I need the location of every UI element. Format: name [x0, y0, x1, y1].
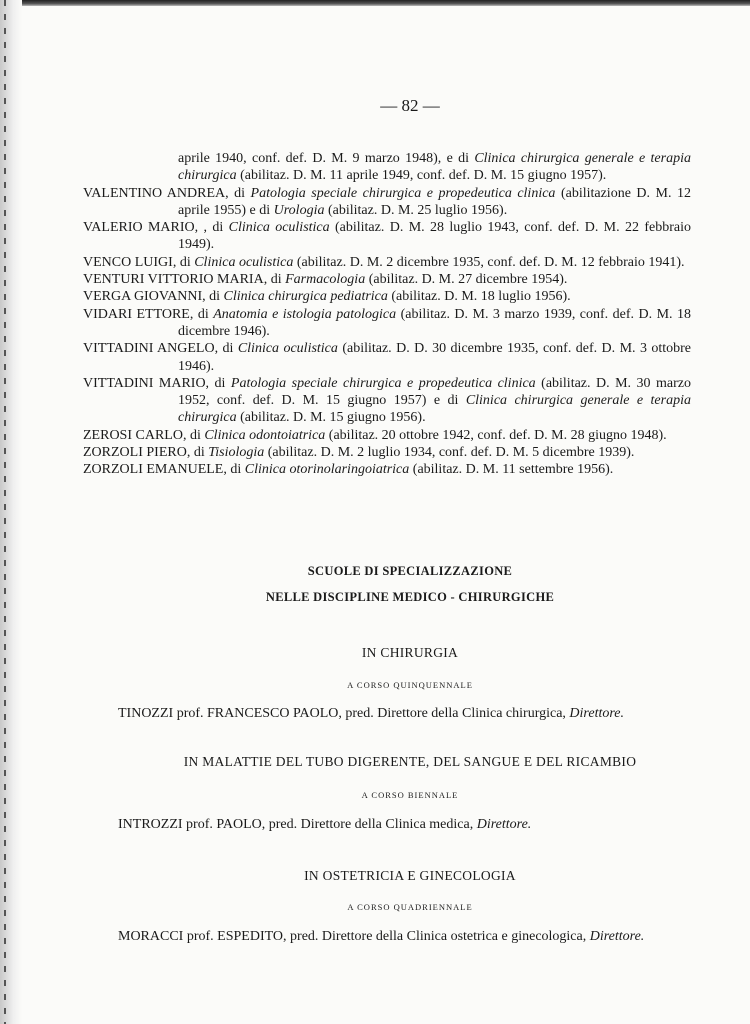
discipline-name: Urologia	[273, 202, 325, 218]
entry-text: (abilitaz. D. M. 2 luglio 1934, conf. def. D. M. 5 dicembre 1939).	[264, 445, 635, 461]
faculty-entry	[83, 150, 691, 185]
discipline-name: Clinica odontoiatrica	[204, 427, 326, 443]
entry-text: ZORZOLI PIERO, di	[83, 445, 209, 461]
discipline-name: Patologia speciale chirurgica e propedeutica clinica	[250, 185, 556, 201]
school-duration: A CORSO QUADRIENNALE	[347, 902, 473, 912]
director-role: Direttore.	[569, 706, 624, 721]
entry-text: (abilitaz. D. M. 11 aprile 1949, conf. def. D. M. 15 giugno 1957).	[236, 168, 607, 184]
discipline-name: Clinica chirurgica pediatrica	[223, 289, 388, 305]
school-director	[118, 929, 718, 945]
faculty-entry	[83, 288, 691, 305]
discipline-name: Anatomia e istologia patologica	[213, 306, 397, 322]
entry-text: (abilitaz. D. D. 30 dicembre 1935, conf. def. D. M. 3 ottobre 1946).	[178, 341, 692, 374]
discipline-name: Clinica oculistica	[237, 341, 338, 357]
faculty-list	[83, 150, 691, 479]
faculty-entry	[83, 444, 691, 461]
faculty-entry	[83, 185, 691, 220]
entry-text: (abilitaz. D. M. 3 marzo 1939, conf. def. D. M. 18 dicembre 1946).	[178, 306, 691, 339]
entry-text: VITTADINI MARIO, di	[83, 375, 231, 391]
discipline-name: Clinica otorinolaringoiatrica	[244, 462, 410, 478]
entry-text: (abilitaz. 20 ottobre 1942, conf. def. D. M. 28 giugno 1948).	[325, 427, 667, 443]
entry-text: (abilitaz. D. M. 25 luglio 1956).	[324, 202, 508, 218]
entry-text: (abilitaz. D. M. 18 luglio 1956).	[387, 289, 571, 305]
entry-text: VALERIO MARIO, , di	[83, 220, 229, 236]
faculty-entry	[83, 340, 691, 375]
scan-left-border	[0, 0, 22, 1024]
entry-text: VALENTINO ANDREA, di	[83, 185, 251, 201]
section-title: SCUOLE DI SPECIALIZZAZIONE	[307, 564, 513, 578]
section-subtitle: NELLE DISCIPLINE MEDICO - CHIRURGICHE	[265, 590, 555, 604]
faculty-entry	[83, 254, 691, 271]
faculty-entry	[83, 271, 691, 288]
faculty-entry	[83, 219, 691, 254]
faculty-entry	[83, 375, 691, 427]
entry-text: (abilitazione D. M. 12 aprile 1955) e di	[178, 185, 691, 218]
school-duration: A CORSO BIENNALE	[361, 790, 459, 800]
entry-text: VIDARI ETTORE, di	[83, 306, 214, 322]
entry-text: (abilitaz. D. M. 30 marzo 1952, conf. def. D. M. 15 giugno 1957) e di	[178, 375, 691, 409]
school-name: IN CHIRURGIA	[361, 645, 459, 660]
faculty-entry	[83, 461, 691, 478]
faculty-entry	[83, 306, 691, 341]
entry-text: ZEROSI CARLO, di	[83, 427, 205, 443]
entry-text: ZORZOLI EMANUELE, di	[83, 462, 245, 478]
director-role: Direttore.	[476, 817, 532, 832]
school-director	[118, 817, 718, 833]
entry-text: (abilitaz. D. M. 11 settembre 1956).	[409, 462, 614, 478]
discipline-name: Farmacologia	[285, 272, 366, 288]
entry-text: (abilitaz. D. M. 28 luglio 1943, conf. def. D. M. 22 febbraio 1949).	[178, 220, 691, 253]
discipline-name: Patologia speciale chirurgica e propedeutica clinica	[230, 375, 536, 391]
director-text: TINOZZI prof. FRANCESCO PAOLO, pred. Direttore della Clinica chirurgica,	[118, 706, 570, 721]
school-name: IN OSTETRICIA E GINECOLOGIA	[304, 868, 516, 883]
discipline-name: Clinica chirurgica generale e terapia chirurgica	[178, 393, 691, 426]
entry-text: (abilitaz. D. M. 27 dicembre 1954).	[365, 272, 568, 288]
director-text: MORACCI prof. ESPEDITO, pred. Direttore della Clinica ostetrica e ginecologica,	[118, 929, 590, 944]
director-role: Direttore.	[589, 929, 645, 944]
discipline-name: Clinica oculistica	[194, 254, 294, 270]
entry-text: (abilitaz. D. M. 15 giugno 1956).	[236, 410, 426, 426]
discipline-name: Clinica oculistica	[228, 220, 330, 236]
entry-text: VITTADINI ANGELO, di	[83, 341, 238, 357]
entry-text: VERGA GIOVANNI, di	[83, 289, 224, 305]
director-text: INTROZZI prof. PAOLO, pred. Direttore della Clinica medica,	[118, 817, 477, 832]
school-director	[118, 706, 718, 722]
scan-top-border	[0, 0, 750, 6]
discipline-name: Tisiologia	[208, 445, 265, 461]
faculty-entry	[83, 427, 691, 444]
entry-text: VENTURI VITTORIO MARIA, di	[83, 272, 286, 288]
entry-text: VENCO LUIGI, di	[83, 254, 195, 270]
school-duration: A CORSO QUINQUENNALE	[347, 680, 473, 690]
entry-text: (abilitaz. D. M. 2 dicembre 1935, conf. def. D. M. 12 febbraio 1941).	[293, 254, 685, 270]
entry-text: aprile 1940, conf. def. D. M. 9 marzo 1948), e di	[178, 151, 475, 166]
page-number: — 82 —	[380, 96, 440, 115]
school-name: IN MALATTIE DEL TUBO DIGERENTE, DEL SANGUE E DEL RICAMBIO	[183, 754, 637, 769]
discipline-name: Clinica chirurgica generale e terapia chirurgica	[178, 151, 691, 184]
